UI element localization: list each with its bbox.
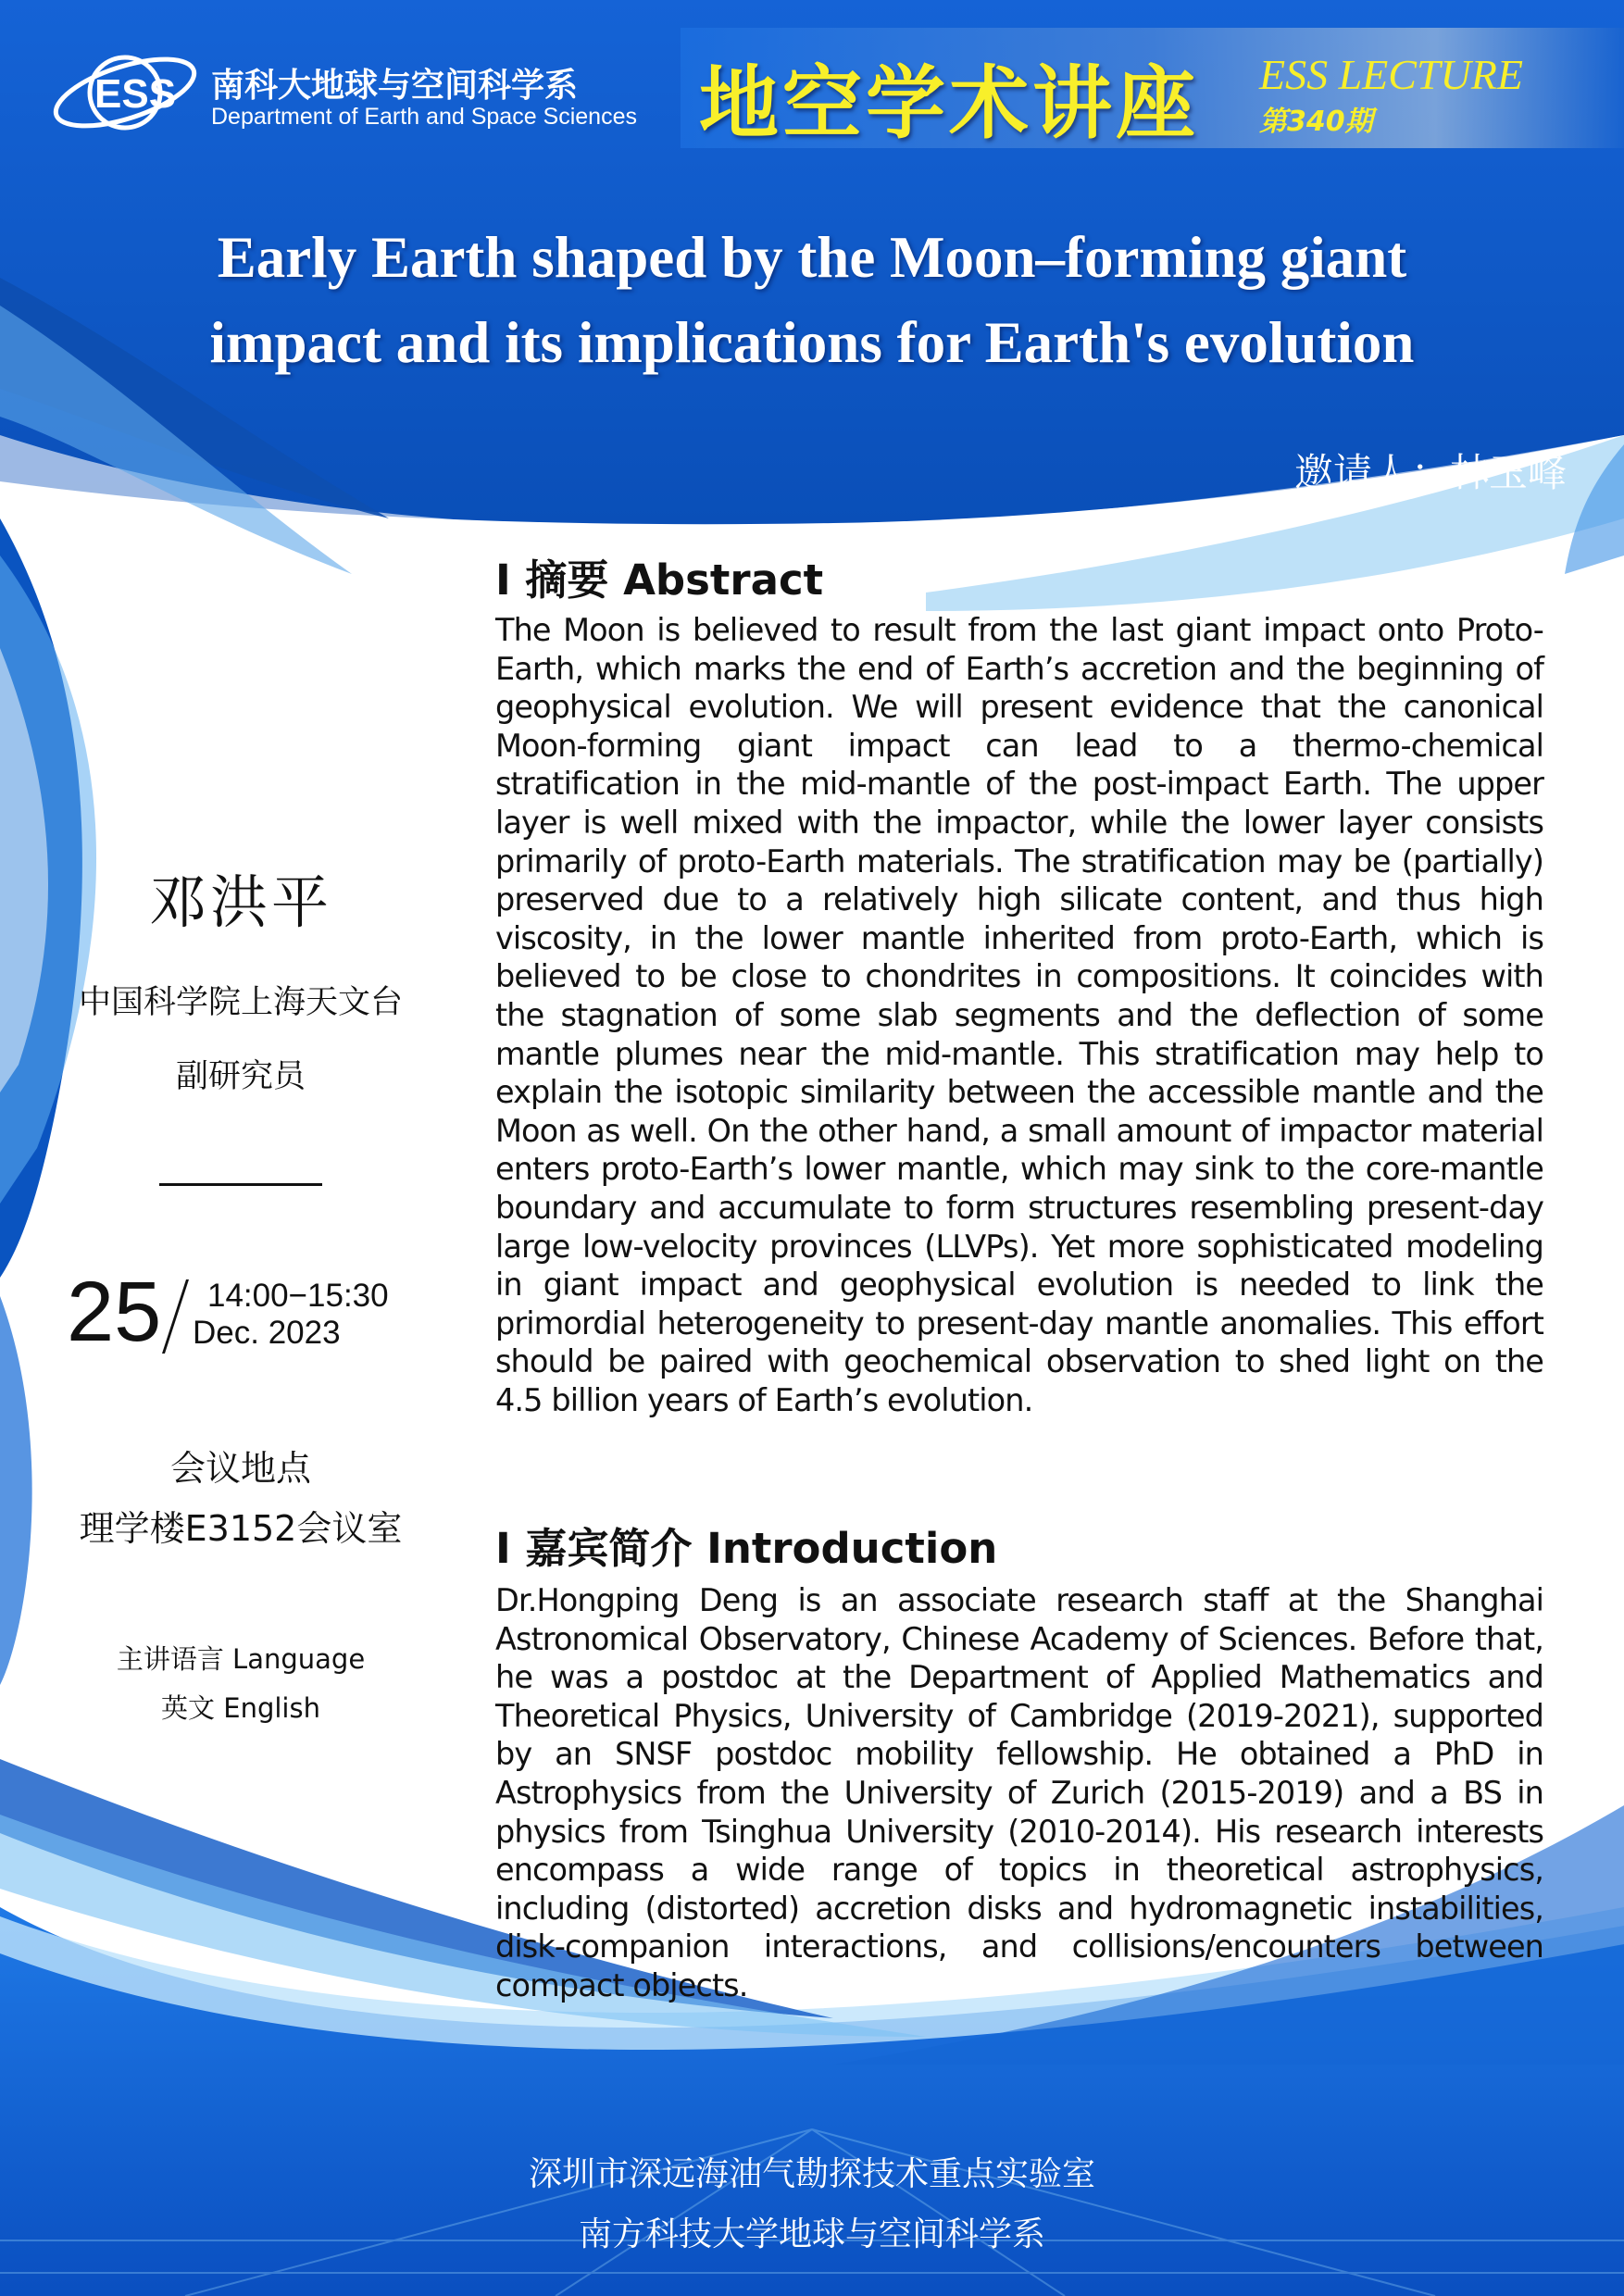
event-month-year: Dec. 2023 — [193, 1315, 341, 1351]
lecture-series-title-en: ESS LECTURE — [1259, 51, 1523, 98]
venue: 理学楼E3152会议室 — [79, 1508, 403, 1549]
language-label: 主讲语言 Language — [116, 1643, 366, 1675]
ess-logo-icon — [46, 46, 204, 139]
speaker-position: 副研究员 — [175, 1058, 306, 1095]
event-time: 14:00−15:30 — [207, 1278, 389, 1314]
lecture-series-title-cn: 地空学术讲座 — [699, 56, 1199, 150]
lecture-issue-number: 第340期 — [1259, 106, 1373, 138]
footer-lab-name: 深圳市深远海油气勘探技术重点实验室 — [528, 2155, 1095, 2193]
venue-label: 会议地点 — [169, 1448, 311, 1489]
svg-text:ESS: ESS — [94, 71, 177, 117]
inviter: 邀请人：林玉峰 — [1293, 450, 1567, 495]
department-name-cn: 南科大地球与空间科学系 — [211, 67, 579, 105]
introduction-heading: I 嘉宾简介 Introduction — [495, 1524, 998, 1573]
language-value: 英文 English — [161, 1692, 320, 1724]
introduction-text: Dr.Hongping Deng is an associate research staff at the Shanghai Astronomical Observatory, Chinese Academy of Sciences. Before that, he was a postdoc at the Department of Applied Mathematics and Theoretical Physics, University of Cambridge (2019-2021), supported by an SNSF postdoc mobility fellowship. He obtained a PhD in Astrophysics from the University of Zurich (2015-2019) and a BS in physics from Tsinghua University (2010-2014). His research interests encompass a wide range of topics in theoretical astrophysics, including (distorted) accretion disks and hydromagnetic instabilities, disk-companion interactions, and collisions/encounters between compact objects. — [495, 1582, 1543, 2003]
footer-department-name: 南方科技大学地球与空间科学系 — [578, 2215, 1045, 2253]
speaker-name: 邓洪平 — [148, 868, 332, 936]
talk-title-line1: Early Earth shaped by the Moon–forming giant — [217, 225, 1407, 290]
abstract-text: The Moon is believed to result from the last giant impact onto Proto-Earth, which marks the end of Earth’s accretion and the beginning of geophysical evolution. We will present evidence that the canonical Moon-forming giant impact can lead to a thermo-chemical stratification in the mid-mantle of the post-impact Earth. The upper layer is well mixed with the impactor, while the lower layer consists primarily of proto-Earth materials. The stratification may be (partially) preserved due to a relatively high silicate content, and thus high viscosity, in the lower mantle inherited from proto-Earth, which is believed to be close to chondrites in compositions. It coincides with the stagnation of some slab segments and the deflection of some mantle plumes near the mid-mantle. This stratification may help to explain the isotopic similarity between the accessible mantle and the Moon as well. On the other hand, a small amount of impactor material enters proto-Earth’s lower mantle, which may sink to the core-mantle boundary and accumulate to form structures resembling present-day large low-velocity provinces (LLVPs). Yet more sophisticated modeling in giant impact and geophysical evolution is needed to link the primordial heterogeneity to present-day mantle anomalies. This effort should be paired with geochemical observation to shed light on the 4.5 billion years of Earth’s evolution. — [495, 612, 1543, 1418]
abstract-heading: I 摘要 Abstract — [495, 555, 824, 605]
speaker-affiliation: 中国科学院上海天文台 — [78, 984, 403, 1021]
department-logo — [46, 46, 657, 148]
talk-title — [56, 215, 1568, 385]
department-name-en: Department of Earth and Space Sciences — [211, 104, 637, 130]
event-day: 25 — [67, 1265, 162, 1359]
talk-title-line2: impact and its implications for Earth's evolution — [209, 310, 1415, 375]
divider — [159, 1183, 322, 1186]
